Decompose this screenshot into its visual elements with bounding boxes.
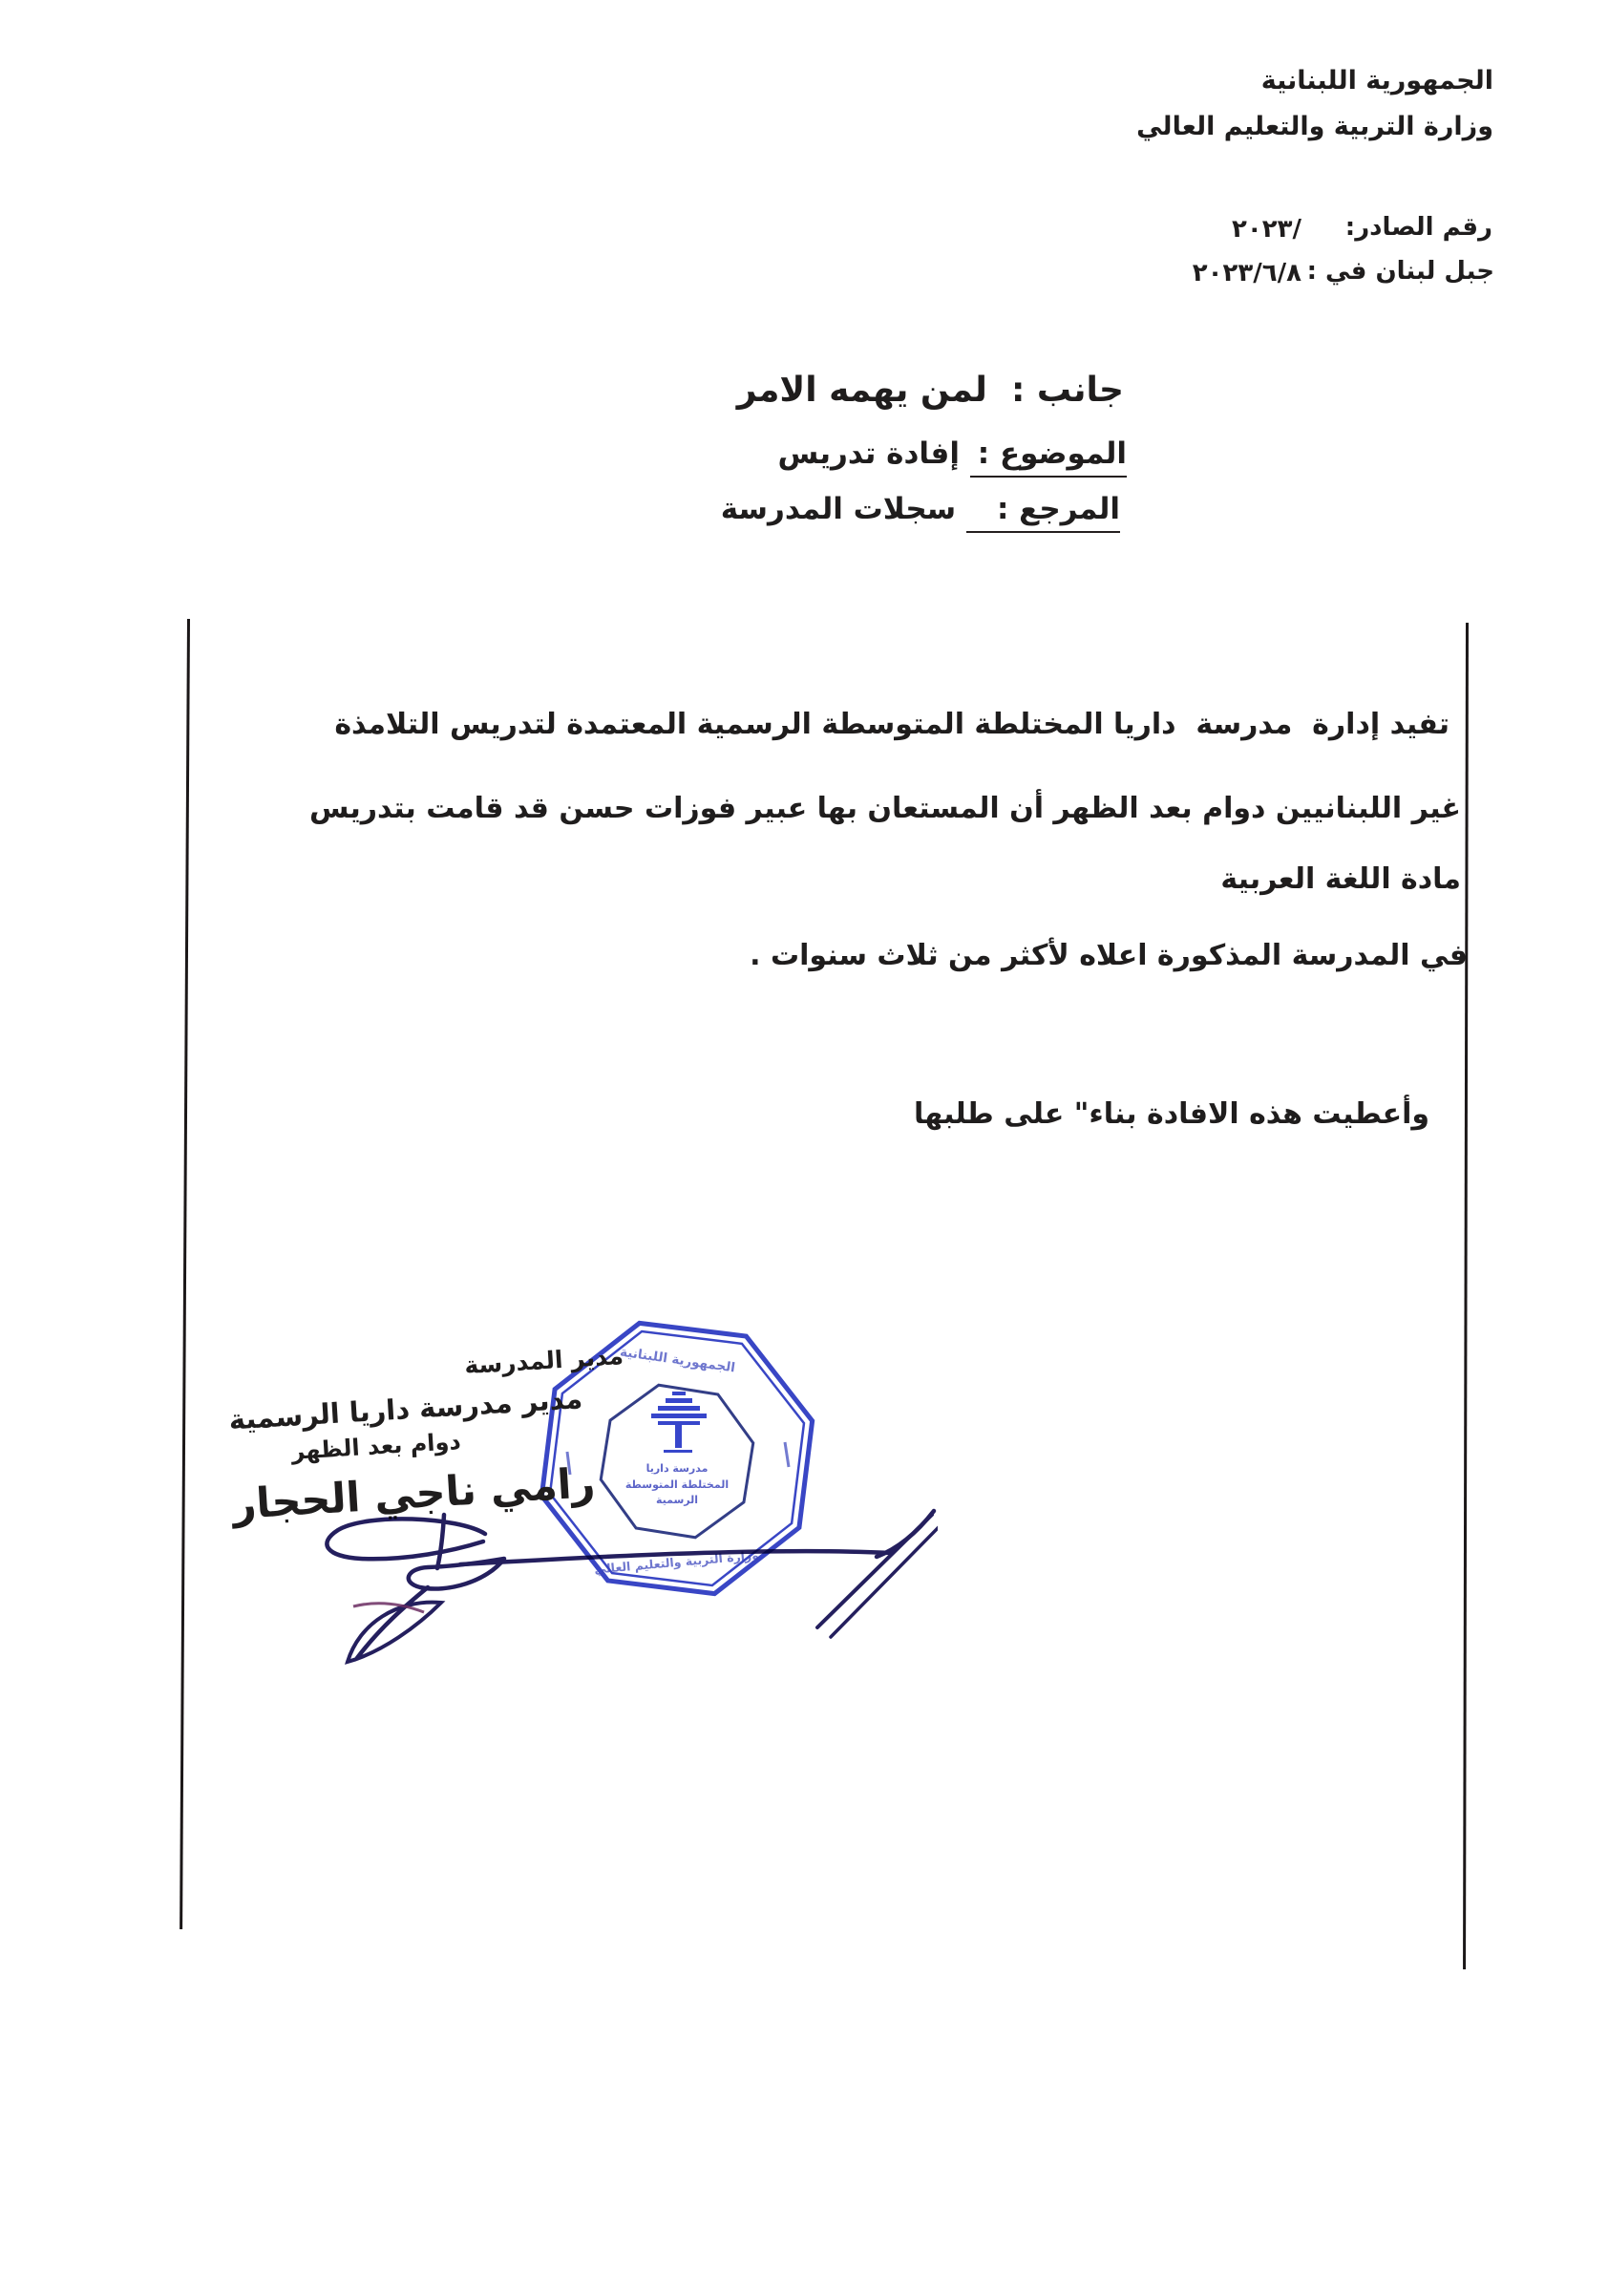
date-value	[1193, 258, 1301, 289]
issue-number-digits: ٢٠٢٣/	[1232, 215, 1301, 244]
letterhead-republic: الجمهورية اللبنانية	[1260, 66, 1493, 96]
signature-icon	[307, 1501, 938, 1683]
stamp-center-text-2: المختلطة المتوسطة	[624, 1478, 730, 1491]
body-line-3: مادة اللغة العربية	[1220, 862, 1461, 896]
reference-line	[721, 491, 1120, 528]
subject-line	[778, 436, 1127, 473]
issue-number-label: رقم الصادر:	[1344, 213, 1492, 242]
body-line-2: غير اللبنانيين دوام بعد الظهر أن المستعان بها عبير فوزات حسن قد قامت بتدريس	[309, 792, 1461, 825]
place-date-label: جبل لبنان في :	[1306, 257, 1494, 286]
stamp-ring-text-bottom: وزارة التربية والتعليم العالي	[593, 1547, 760, 1577]
signature-shift-line: دوام بعد الظهر	[290, 1428, 462, 1465]
addressee-line: جانب : لمن يهمه الامر	[736, 371, 1124, 410]
body-line-1: تفيد إدارة مدرسة داريا المختلطة المتوسطة الرسمية المعتمدة لتدريس التلامذة	[334, 708, 1449, 741]
cedar-tree-icon	[651, 1392, 707, 1453]
date-digits: ٢٠٢٣/٦/٨	[1192, 259, 1301, 287]
signature-school-line: مدير مدرسة داريا الرسمية	[227, 1382, 584, 1436]
reference-value: سجلات المدرسة	[720, 492, 966, 526]
content-rule-left	[180, 619, 189, 1929]
reference-label: المرجع :	[966, 492, 1120, 533]
content-rule-right	[1463, 623, 1468, 1969]
subject-value: إفادة تدريس	[777, 436, 970, 471]
closing-line: وأعطيت هذه الافادة بناء" على طلبها	[914, 1097, 1429, 1131]
letterhead-ministry: وزارة التربية والتعليم العالي	[1136, 112, 1493, 141]
subject-label: الموضوع :	[970, 436, 1127, 478]
issue-number-value	[1232, 214, 1301, 245]
stamp-center-text-3: الرسمية	[655, 1494, 699, 1506]
stamp-ring-text-top: الجمهورية اللبنانية	[619, 1344, 736, 1376]
principal-signature	[307, 1501, 938, 1687]
stamp-center-text-1: مدرسة داريا	[645, 1462, 709, 1475]
signature-title-line: مدير المدرسة	[463, 1342, 624, 1380]
principal-name: رامي ناجي الحجار	[231, 1459, 597, 1530]
body-line-4: في المدرسة المذكورة اعلاه لأكثر من ثلاث سنوات .	[750, 939, 1468, 972]
